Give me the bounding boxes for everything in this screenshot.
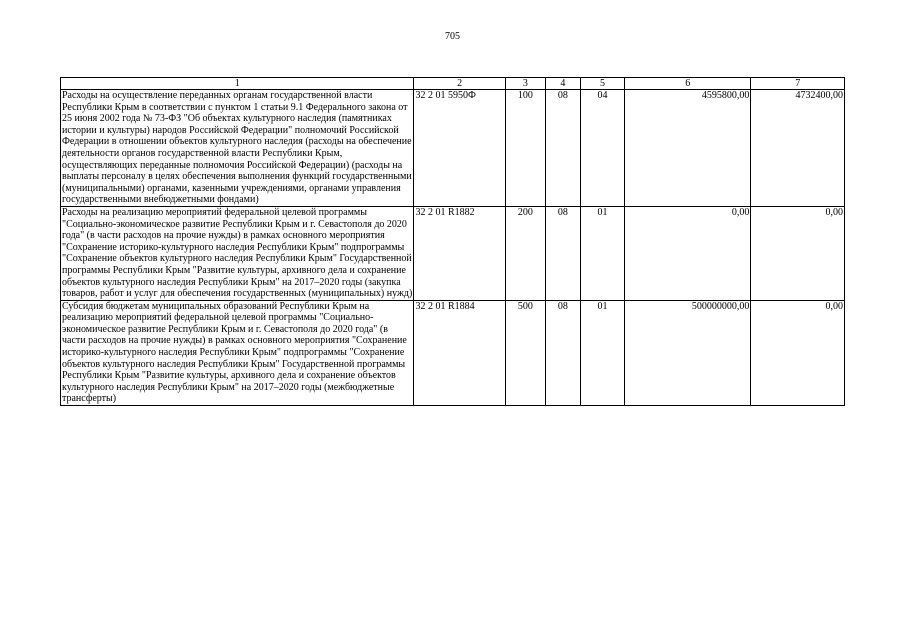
header-col-5: 5: [580, 78, 624, 90]
header-col-6: 6: [625, 78, 751, 90]
row-description: Субсидия бюджетам муниципальных образований Республики Крым на реализацию мероприятий федеральной целевой программы "Социально-экономическое развитие Республики Крым и г. Севастополя до 2020 года" (в части расходов на прочие нужды) в рамках основного мероприятия "Сохранение историко-культурного наследия Республики Крым" подпрограммы "Сохранение объектов культурного наследия Республики Крым" Государственной программы Республики Крым "Развитие культуры, архивного дела и сохранение объектов культурного наследия Республики Крым" на 2017–2020 годы (межбюджетные трансферты): [61, 300, 414, 405]
row-code: 32 2 01 R1882: [414, 206, 505, 300]
row-col3: 100: [505, 90, 545, 207]
header-col-1: 1: [61, 78, 414, 90]
table-row: [61, 90, 845, 207]
row-amount-col6: 500000000,00: [625, 300, 751, 405]
row-col5: 04: [580, 90, 624, 207]
row-description: Расходы на реализацию мероприятий федеральной целевой программы "Социально-экономическое развитие Республики Крым и г. Севастополя до 2020 года" (в части расходов на прочие нужды) в рамках основного мероприятия "Сохранение историко-культурного наследия Республики Крым" подпрограммы "Сохранение объектов культурного наследия Республики Крым" Государственной программы Республики Крым "Развитие культуры, архивного дела и сохранение объектов культурного наследия Республики Крым" на 2017–2020 годы (закупка товаров, работ и услуг для обеспечения государственных (муниципальных) нужд): [62, 206, 413, 300]
row-col3: 500: [505, 300, 545, 405]
row-amount-col7: 0,00: [751, 206, 845, 300]
row-col4: 08: [545, 90, 580, 207]
page-number: 705: [445, 31, 460, 42]
header-row: [61, 78, 845, 90]
row-code: 32 2 01 R1884: [414, 300, 505, 405]
row-col4: 08: [545, 206, 580, 300]
header-col-3: 3: [505, 78, 545, 90]
row-col3: 200: [505, 206, 545, 300]
table-row: [61, 300, 845, 405]
budget-table: [60, 77, 845, 406]
row-amount-col7: 4732400,00: [751, 90, 845, 207]
row-col5: 01: [580, 300, 624, 405]
row-description: Расходы на осуществление переданных органам государственной власти Республики Крым в соответствии с пунктом 1 статьи 9.1 Федерального закона от 25 июня 2002 года № 73-ФЗ "Об объектах культурного наследия (памятниках истории и культуры) народов Российской Федерации" полномочий Российской Федерации в отношении объектов культурного наследия (расходы на обеспечение деятельности органов государственной власти Республики Крым, осуществляющих переданные полномочия Российской Федерации) (расходы на выплаты персоналу в целях обеспечения выполнения функций государственными (муниципальными) органами, казенными учреждениями, органами управления государственными внебюджетными фондами): [61, 90, 414, 207]
row-amount-col6: 0,00: [625, 206, 751, 300]
row-col4: 08: [545, 300, 580, 405]
table-row: [61, 206, 845, 300]
row-code: 32 2 01 5950Ф: [414, 90, 505, 207]
header-col-7: 7: [751, 78, 845, 90]
header-col-2: 2: [414, 78, 505, 90]
row-col5: 01: [580, 206, 624, 300]
row-amount-col6: 4595800,00: [625, 90, 751, 207]
row-amount-col7: 0,00: [751, 300, 845, 405]
header-col-4: 4: [545, 78, 580, 90]
